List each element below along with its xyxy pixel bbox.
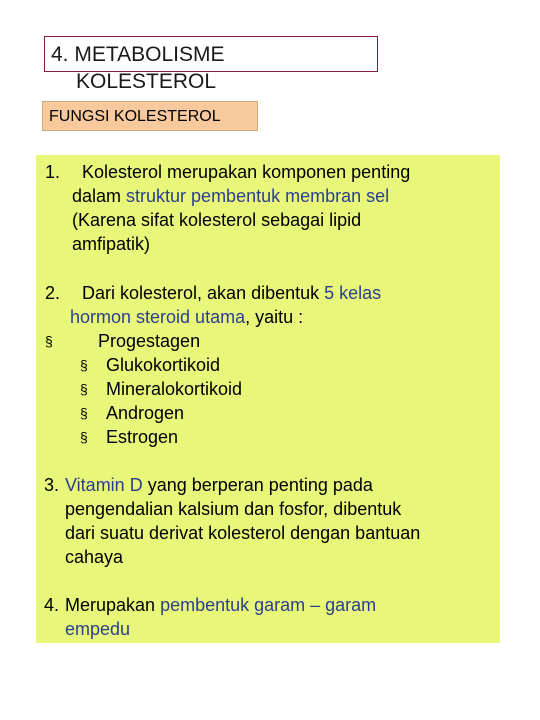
- highlight-text: pembentuk garam – garam: [160, 595, 377, 615]
- item-2-line-1: Dari kolesterol, akan dibentuk 5 kelas: [82, 283, 382, 303]
- hormone-item: Androgen: [106, 403, 185, 423]
- bullet-icon: §: [80, 429, 88, 445]
- item-4-line-2: [65, 618, 130, 640]
- hormone-item: Estrogen: [106, 427, 179, 447]
- item-number: 3.: [44, 475, 60, 495]
- item-number: 2.: [45, 283, 61, 303]
- hormone-item: Glukokortikoid: [106, 355, 221, 375]
- section-label: FUNGSI KOLESTEROL: [42, 101, 258, 131]
- content-panel: [36, 155, 500, 643]
- item-1-line-1: Kolesterol merupakan komponen penting: [82, 162, 411, 182]
- item-number: 4.: [44, 595, 60, 615]
- item-3-line-4: cahaya: [65, 547, 124, 567]
- bullet-icon: §: [80, 381, 88, 397]
- item-1-line-3: (Karena sifat kolesterol sebagai lipid: [72, 210, 362, 230]
- item-number: 1.: [45, 162, 61, 182]
- title-line-1: 4. METABOLISME: [51, 43, 225, 66]
- item-3-line-2: pengendalian kalsium dan fosfor, dibentuk: [65, 499, 402, 519]
- bullet-icon: §: [45, 333, 53, 349]
- item-4-line-1: Merupakan pembentuk garam – garam: [65, 595, 377, 615]
- highlight-text: hormon steroid utama: [70, 307, 246, 327]
- bullet-icon: §: [80, 357, 88, 373]
- item-1-line-2: dalam struktur pembentuk membran sel: [72, 186, 390, 206]
- item-1-line-4: amfipatik): [72, 234, 151, 254]
- title-box: [44, 36, 378, 93]
- highlight-text: 5 kelas: [324, 283, 382, 303]
- item-3-line-1: Vitamin D yang berperan penting pada: [65, 475, 373, 495]
- item-2-line-2: hormon steroid utama, yaitu :: [70, 307, 304, 327]
- highlight-text: Vitamin D: [65, 475, 143, 495]
- highlight-text: struktur pembentuk membran sel: [126, 186, 390, 206]
- bullet-icon: §: [80, 405, 88, 421]
- hormone-item: Mineralokortikoid: [106, 379, 243, 399]
- title-line-2: KOLESTEROL: [76, 70, 217, 93]
- item-3-line-3: dari suatu derivat kolesterol dengan bantuan: [65, 523, 421, 543]
- hormone-item: Progestagen: [98, 331, 201, 351]
- highlight-text: empedu: [65, 619, 131, 639]
